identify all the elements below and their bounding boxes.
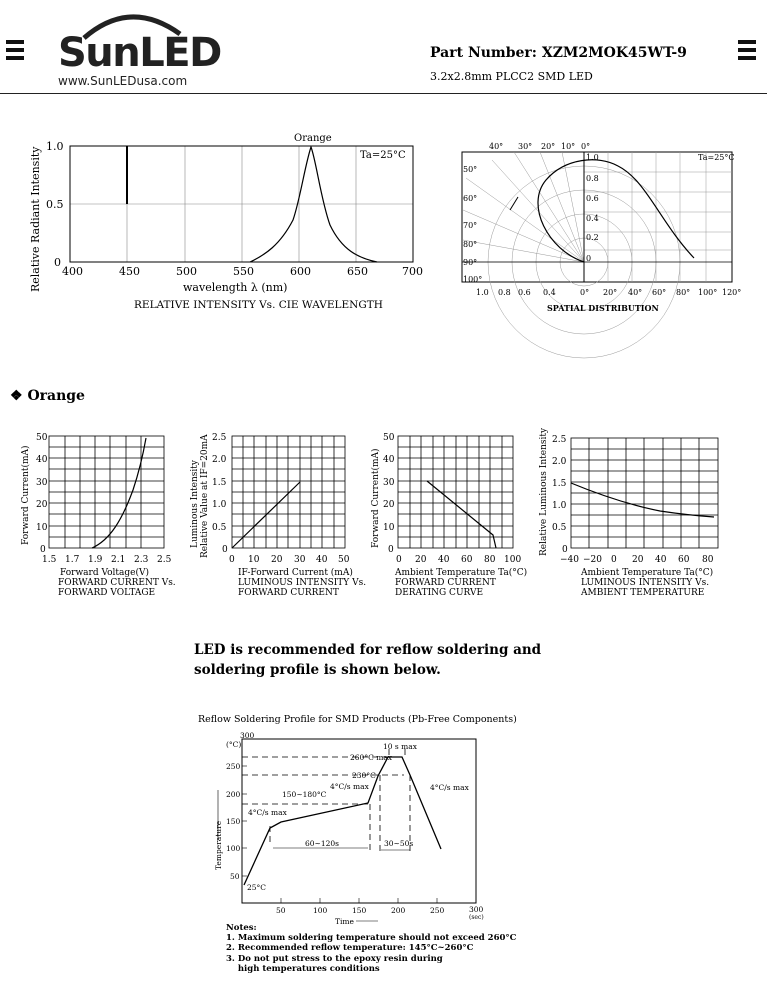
chart2-xtick: 10 bbox=[248, 555, 260, 565]
reflow-xtick: 200 bbox=[391, 906, 406, 915]
chart3-caption: DERATING CURVE bbox=[395, 588, 484, 598]
reflow-xtick: 250 bbox=[430, 906, 445, 915]
chart3-xtick: 60 bbox=[461, 555, 473, 565]
spectrum-ytick-05: 0.5 bbox=[46, 198, 64, 211]
chart2-xtick: 50 bbox=[338, 555, 350, 565]
chart1-ytick: 0 bbox=[40, 545, 46, 555]
chart3-xtick: 40 bbox=[438, 555, 450, 565]
reflow-annot-preheat: 150~180°C bbox=[282, 790, 327, 799]
reflow-profile-line bbox=[244, 757, 441, 885]
chart2-xtick: 30 bbox=[294, 555, 306, 565]
chart4-xtick: 40 bbox=[655, 555, 667, 565]
reflow-recommendation-line: soldering profile is shown below. bbox=[194, 662, 441, 678]
reflow-ytick: 150 bbox=[226, 817, 241, 826]
spatial-bottom-left: 1.0 bbox=[476, 288, 489, 297]
chart4-caption: AMBIENT TEMPERATURE bbox=[581, 588, 705, 598]
spectrum-ta-label: Ta=25°C bbox=[360, 150, 406, 161]
spatial-bottom-left: 0.6 bbox=[518, 288, 531, 297]
chart1-ytick: 40 bbox=[36, 455, 48, 465]
part-description: 3.2x2.8mm PLCC2 SMD LED bbox=[430, 70, 593, 83]
spatial-bottom-right: 120° bbox=[722, 288, 742, 297]
chart4-ytick: 2.0 bbox=[552, 457, 567, 467]
reflow-ytick: 50 bbox=[230, 872, 240, 881]
part-number-value: XZM2MOK45WT-9 bbox=[541, 45, 687, 61]
chart2-ytick: 1.5 bbox=[212, 478, 227, 488]
reflow-ytick: 250 bbox=[226, 762, 241, 771]
notes-item: 2. Recommended reflow temperature: 145°C~260°C bbox=[226, 943, 474, 953]
reflow-ytick: 200 bbox=[226, 790, 241, 799]
spatial-bottom-right: 40° bbox=[628, 288, 643, 297]
chart4-ytick: 0 bbox=[562, 545, 568, 555]
chart4-xlabel: Ambient Temperature Ta(°C) bbox=[581, 568, 714, 578]
chart2-ytick: 2.0 bbox=[212, 455, 227, 465]
chart4-ytick: 1.5 bbox=[552, 479, 567, 489]
spatial-left-angle: 70° bbox=[463, 221, 478, 230]
chart-luminous-temperature bbox=[539, 427, 718, 598]
spectrum-xtick: 700 bbox=[402, 265, 423, 278]
chart1-ytick: 30 bbox=[36, 478, 48, 488]
chart1-xlabel: Forward Voltage(V) bbox=[60, 568, 150, 578]
chart1-ytick: 50 bbox=[36, 433, 48, 443]
section-heading bbox=[10, 388, 85, 404]
chart2-ytick: 2.5 bbox=[212, 433, 227, 443]
spatial-inner-tick: 0.6 bbox=[586, 194, 599, 203]
spatial-bottom-right: 100° bbox=[698, 288, 718, 297]
chart3-ylabel: Forward Current(mA) bbox=[371, 448, 381, 548]
reflow-notes bbox=[226, 923, 517, 974]
spatial-chart bbox=[462, 142, 741, 358]
website-link[interactable]: www.SunLEDusa.com bbox=[58, 74, 188, 88]
spectrum-xtick: 400 bbox=[62, 265, 83, 278]
spatial-inner-tick: 0.4 bbox=[586, 214, 599, 223]
reflow-annot-ramp-down: 4°C/s max bbox=[430, 783, 469, 792]
chart2-ytick: 0.5 bbox=[212, 523, 227, 533]
spectrum-xtick: 600 bbox=[290, 265, 311, 278]
chart3-ytick: 40 bbox=[383, 455, 395, 465]
notes-item: 1. Maximum soldering temperature should not exceed 260°C bbox=[226, 933, 517, 943]
spatial-ta-label: Ta=25°C bbox=[698, 153, 735, 162]
chart4-xtick: 20 bbox=[632, 555, 644, 565]
chart-luminous-forward-current bbox=[190, 433, 366, 598]
spatial-left-angle: 90° bbox=[463, 258, 478, 267]
reflow-x-end: 300 bbox=[469, 905, 484, 914]
reflow-annot-peak-time: 10 s max bbox=[383, 742, 417, 751]
spectrum-ytick-1: 1.0 bbox=[46, 140, 64, 153]
chart1-caption: FORWARD CURRENT Vs. bbox=[58, 578, 176, 588]
chart1-curve bbox=[92, 438, 146, 548]
spatial-bottom-left: 0.8 bbox=[498, 288, 511, 297]
spectrum-grid bbox=[70, 146, 413, 262]
spectrum-xtick: 500 bbox=[176, 265, 197, 278]
chart1-xtick: 1.9 bbox=[88, 555, 103, 565]
chart2-xtick: 20 bbox=[271, 555, 283, 565]
reflow-recommendation-line: LED is recommended for reflow soldering and bbox=[194, 642, 542, 658]
reflow-xlabel: Time bbox=[335, 917, 354, 926]
spatial-inner-tick: 0.2 bbox=[586, 233, 599, 242]
chart3-xtick: 80 bbox=[484, 555, 496, 565]
spatial-inner-tick: 1.0 bbox=[586, 153, 599, 162]
chart2-xlabel: IF-Forward Current (mA) bbox=[238, 568, 353, 578]
chart3-xtick: 0 bbox=[396, 555, 402, 565]
notes-title: Notes: bbox=[226, 923, 257, 933]
part-number-label: Part Number: bbox=[430, 45, 537, 61]
spatial-bottom-right: 20° bbox=[603, 288, 618, 297]
chart3-ytick: 10 bbox=[383, 523, 395, 533]
reflow-annot-ramp2: 4°C/s max bbox=[330, 782, 369, 791]
spatial-top-angle: 40° bbox=[489, 142, 504, 151]
reflow-annot-ramp: 4°C/s max bbox=[248, 808, 287, 817]
spatial-bottom-right: 0° bbox=[580, 288, 590, 297]
chart3-xlabel: Ambient Temperature Ta(°C) bbox=[395, 568, 528, 578]
section-title: Orange bbox=[27, 388, 85, 404]
spatial-caption: SPATIAL DISTRIBUTION bbox=[547, 303, 659, 313]
spatial-inner-tick: 0.8 bbox=[586, 174, 599, 183]
chart3-xtick: 100 bbox=[504, 555, 522, 565]
chart1-ylabel: Forward Current(mA) bbox=[21, 445, 31, 545]
spectrum-curve bbox=[250, 147, 377, 262]
spatial-left-angle: 100° bbox=[463, 275, 483, 284]
reflow-annot-liquidus-time: 30~50s bbox=[384, 839, 414, 848]
spatial-top-angle: 20° bbox=[541, 142, 556, 151]
spectrum-caption: RELATIVE INTENSITY Vs. CIE WAVELENGTH bbox=[134, 299, 383, 311]
reflow-annot-start: 25°C bbox=[247, 883, 267, 892]
reflow-xtick: 150 bbox=[352, 906, 367, 915]
logo: SunLED bbox=[58, 30, 221, 76]
chart2-caption: FORWARD CURRENT bbox=[238, 588, 339, 598]
chart4-curve bbox=[571, 483, 714, 517]
chart2-caption: LUMINOUS INTENSITY Vs. bbox=[238, 578, 367, 588]
spatial-bottom-right: 60° bbox=[652, 288, 667, 297]
chart2-ytick: 1.0 bbox=[212, 500, 227, 510]
reflow-recommendation bbox=[194, 640, 541, 680]
spatial-bottom-right: 80° bbox=[676, 288, 691, 297]
spatial-top-angle: 30° bbox=[518, 142, 533, 151]
chart2-ytick: 0 bbox=[222, 545, 228, 555]
reflow-annot-preheat-time: 60~120s bbox=[305, 839, 339, 848]
chart-derating-curve bbox=[370, 433, 527, 598]
chart1-xtick: 1.7 bbox=[65, 555, 80, 565]
chart4-xtick: 60 bbox=[678, 555, 690, 565]
reflow-ytick: 100 bbox=[226, 844, 241, 853]
chart1-xtick: 2.5 bbox=[157, 555, 172, 565]
spatial-top-angle: 0° bbox=[581, 142, 591, 151]
reflow-ylabel: Temperature bbox=[214, 820, 223, 870]
spatial-bottom-left: 0.4 bbox=[543, 288, 556, 297]
reflow-title: Reflow Soldering Profile for SMD Products (Pb-Free Components) bbox=[198, 714, 517, 725]
chart2-xtick: 40 bbox=[316, 555, 328, 565]
spatial-top-angle: 10° bbox=[561, 142, 576, 151]
spectrum-ytick-0: 0 bbox=[54, 256, 61, 269]
spatial-left-angle: 80° bbox=[463, 240, 478, 249]
chart1-caption: FORWARD VOLTAGE bbox=[58, 588, 156, 598]
chart3-ytick: 20 bbox=[383, 500, 395, 510]
chart1-ytick: 20 bbox=[36, 500, 48, 510]
chart1-xtick: 1.5 bbox=[42, 555, 57, 565]
chart4-xtick: 80 bbox=[702, 555, 714, 565]
spatial-inner-tick: 0 bbox=[586, 254, 592, 263]
chart4-caption: LUMINOUS INTENSITY Vs. bbox=[581, 578, 710, 588]
chart3-xtick: 20 bbox=[415, 555, 427, 565]
chart2-ylabel: Luminous Intensity bbox=[190, 460, 200, 548]
spectrum-xtick: 450 bbox=[119, 265, 140, 278]
chart3-caption: FORWARD CURRENT bbox=[395, 578, 496, 588]
diamond-bullet-icon: ❖ bbox=[10, 388, 23, 404]
chart4-xtick: −20 bbox=[583, 555, 602, 565]
notes-item: high temperatures conditions bbox=[226, 964, 380, 974]
chart4-xtick: 0 bbox=[611, 555, 617, 565]
spectrum-xtick: 550 bbox=[233, 265, 254, 278]
chart-forward-current-voltage bbox=[20, 433, 176, 598]
spatial-left-angle: 50° bbox=[463, 165, 478, 174]
chart1-xtick: 2.1 bbox=[111, 555, 126, 565]
spatial-left-angle: 60° bbox=[463, 194, 478, 203]
notes-item: 3. Do not put stress to the epoxy resin during bbox=[226, 954, 443, 964]
spatial-curve bbox=[538, 160, 694, 262]
reflow-x-unit: (sec) bbox=[469, 914, 484, 921]
chart2-ylabel2: Relative Value at IF=20mA bbox=[200, 434, 210, 558]
reflow-y-unit: (°C) bbox=[226, 740, 242, 749]
chart4-ytick: 1.0 bbox=[552, 501, 567, 511]
reflow-annot-230: 230°C bbox=[352, 771, 376, 780]
reflow-chart bbox=[198, 714, 517, 926]
chart4-xtick: −40 bbox=[560, 555, 579, 565]
reflow-xtick: 50 bbox=[276, 906, 286, 915]
reflow-xtick: 100 bbox=[313, 906, 328, 915]
spectrum-xlabel: wavelength λ (nm) bbox=[183, 281, 288, 294]
chart3-ytick: 0 bbox=[388, 545, 394, 555]
chart4-ylabel: Relative Luminous Intensity bbox=[539, 427, 549, 556]
reflow-y-top: 300 bbox=[240, 731, 255, 740]
chart1-ytick: 10 bbox=[36, 523, 48, 533]
spectrum-ylabel: Relative Radiant Intensity bbox=[29, 146, 42, 292]
chart3-ytick: 30 bbox=[383, 478, 395, 488]
chart3-ytick: 50 bbox=[383, 433, 395, 443]
spectrum-peak-label: Orange bbox=[294, 133, 332, 144]
chart3-line bbox=[427, 481, 496, 548]
chart4-ytick: 0.5 bbox=[552, 523, 567, 533]
reflow-annot-peak-temp: 260°C max bbox=[350, 753, 393, 762]
chart4-ytick: 2.5 bbox=[552, 435, 567, 445]
spectrum-xtick: 650 bbox=[347, 265, 368, 278]
chart2-xtick: 0 bbox=[229, 555, 235, 565]
chart1-xtick: 2.3 bbox=[134, 555, 149, 565]
